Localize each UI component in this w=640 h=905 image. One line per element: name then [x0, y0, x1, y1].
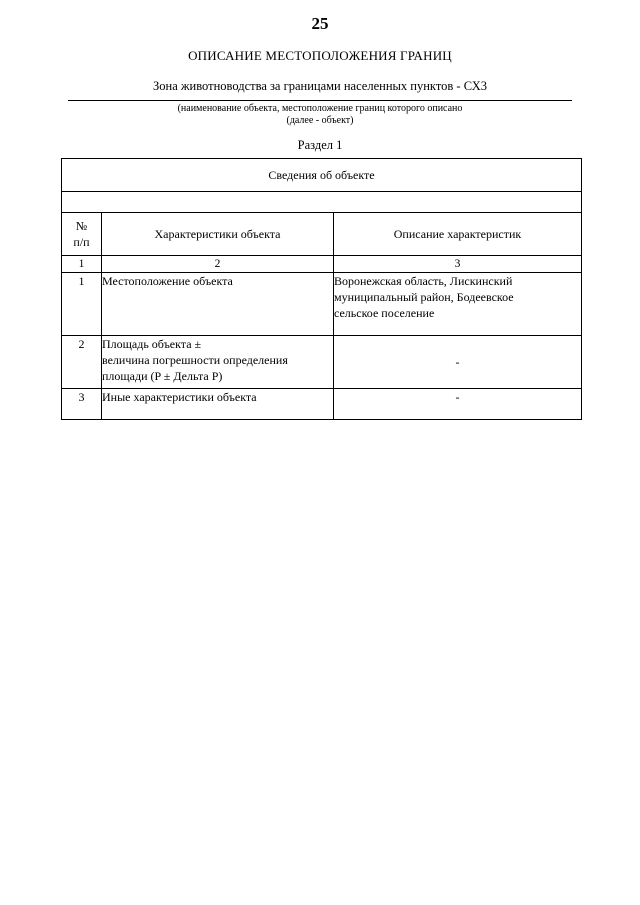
section-title: Раздел 1 — [297, 138, 343, 152]
zone-name: Зона животноводства за границами населенных пунктов - СХ3 — [153, 79, 487, 93]
row-characteristic — [102, 389, 334, 420]
description-line: - — [455, 355, 460, 369]
row-characteristic — [102, 273, 334, 336]
column-number: 3 — [334, 256, 582, 273]
characteristic-line: величина погрешности определения — [102, 353, 288, 367]
document-title: ОПИСАНИЕ МЕСТОПОЛОЖЕНИЯ ГРАНИЦ — [188, 48, 452, 63]
row-description — [334, 273, 582, 336]
column-header-number-line-2: п/п — [73, 235, 90, 249]
row-characteristic — [102, 336, 334, 389]
row-index: 2 — [62, 336, 102, 389]
characteristic-line: площади (P ± Дельта P) — [102, 369, 223, 383]
table-row — [62, 389, 582, 420]
description-line: сельское поселение — [334, 306, 435, 320]
row-description — [334, 389, 582, 420]
page-number: 25 — [311, 14, 329, 33]
characteristic-line: Местоположение объекта — [102, 274, 233, 288]
description-line: - — [455, 390, 460, 404]
column-header-number-line-1: № — [75, 219, 88, 233]
table-header: Сведения об объекте — [62, 159, 582, 192]
column-header-description: Описание характеристик — [334, 213, 582, 256]
characteristic-line: Иные характеристики объекта — [102, 390, 257, 404]
table-row — [62, 273, 582, 336]
description-line: Воронежская область, Лискинский — [334, 274, 513, 288]
caption-line-2: (далее - объект) — [286, 115, 354, 126]
object-info-table — [61, 158, 582, 420]
table-spacer-row — [62, 192, 582, 213]
column-number: 1 — [62, 256, 102, 273]
column-header-characteristics: Характеристики объекта — [102, 213, 334, 256]
table-row — [62, 336, 582, 389]
characteristic-line: Площадь объекта ± — [102, 337, 202, 351]
column-header-number — [62, 213, 102, 256]
description-line: муниципальный район, Бодеевское — [334, 290, 514, 304]
row-description — [334, 336, 582, 389]
caption-line-1: (наименование объекта, местоположение границ которого описано — [177, 103, 463, 114]
underline-rule — [68, 100, 572, 101]
row-index: 1 — [62, 273, 102, 336]
row-index: 3 — [62, 389, 102, 420]
column-number: 2 — [102, 256, 334, 273]
caption — [0, 103, 640, 127]
